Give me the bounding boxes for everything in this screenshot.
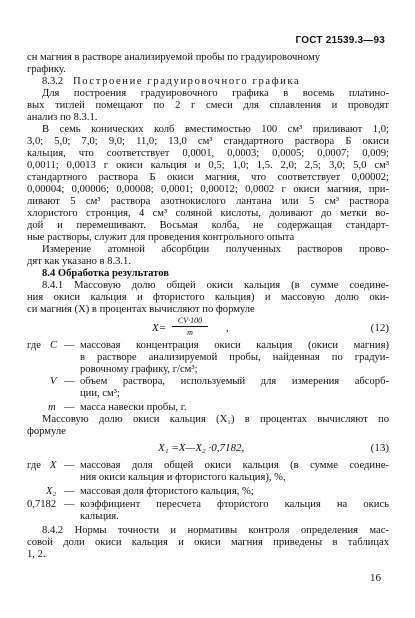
formula-12-lhs: X=	[152, 322, 167, 334]
text-line: ные растворы, служит для проведения контрольного опыта	[27, 232, 295, 243]
text-line: 8.4.1 Массовую долю общей окиси кальция (в сумме соедине-	[42, 280, 389, 291]
definition-line: ции, см³;	[80, 388, 120, 399]
equation-number-13: (13)	[370, 442, 389, 454]
text-line: 8.4.2 Нормы точности и нормативы контроля определения мас-	[42, 525, 389, 536]
page-number: 16	[370, 572, 381, 584]
text-line: 1, 2.	[27, 549, 46, 560]
symbol-V: V	[50, 376, 57, 387]
text-line: 0,0011; 0,0013 г окиси кальция и 0,5; 1,0; 1,5. 2,0; 2,5; 3,0; 5,0 см³	[27, 160, 389, 171]
formula-13: X₁ =X—X₂ ·0,7182,	[158, 442, 245, 454]
symbol-m: m	[48, 402, 56, 413]
dash: —	[64, 499, 75, 510]
text-line: ливают 5 см³ раствора азотнокислого лантана или 5 см³ раствора	[27, 196, 389, 207]
definition-line: коэффициент пересчета фтористого кальция на окись	[80, 499, 389, 510]
where-keyword: где	[27, 340, 41, 351]
text-line: кальция, что соответствует 0,0001, 0,0003; 0,0005; 0,0007; 0,009;	[27, 148, 389, 159]
dash: —	[64, 460, 75, 471]
text-line: анализ по 8.3.1.	[27, 112, 98, 123]
definition-line: массовая доля фтористого кальция, %;	[80, 486, 254, 497]
dash: —	[64, 402, 75, 413]
text-line: совой доли окиси кальция и окиси магния приведены в таблицах	[27, 537, 389, 548]
where-keyword: где	[27, 460, 41, 471]
text-line: Для построения градуировочного графика в восемь платино-	[42, 88, 389, 99]
text-line: сн магния в растворе анализируемой пробы по градуировочному	[27, 52, 321, 63]
standard-header: ГОСТ 21539.3—93	[295, 35, 385, 46]
formula-12-tail: ,	[226, 322, 229, 334]
text-line: В семь конических колб вместимостью 100 см³ приливают 1,0;	[42, 124, 389, 135]
definition-line: в растворе анализируемой пробы, найденная по градуи-	[80, 352, 389, 363]
definition-line: массовая доля общей окиси кальция (в сумме соедине-	[80, 460, 389, 471]
definition-line: кальция.	[80, 511, 119, 522]
section-number: 8.3.2	[42, 76, 64, 87]
text-line: Массовую долю окиси кальция (X₁) в процентах вычисляют по	[42, 414, 389, 425]
definition-line: ния окиси кальция и фтористого кальция), %,	[80, 472, 286, 483]
definition-line: массовая концентрация окиси кальция (окиси магния)	[80, 340, 389, 351]
symbol-X2: X₂	[46, 486, 57, 497]
coefficient-value: 0,7182	[27, 499, 57, 510]
definition-line: масса навески пробы, г.	[80, 402, 187, 413]
definition-line: объем раствора, используемый для измерения абсорб-	[80, 376, 389, 387]
fraction-bar	[172, 326, 208, 327]
symbol-C: C	[50, 340, 58, 351]
dash: —	[64, 486, 75, 497]
text-line: Измерение атомной абсорбции полученных растворов прово-	[42, 244, 389, 255]
dash: —	[64, 340, 75, 351]
formula-12-fraction	[172, 316, 208, 337]
dash: —	[64, 376, 75, 387]
equation-number-12: (12)	[370, 322, 389, 334]
symbol-X: X	[50, 460, 57, 471]
fraction-denominator: m	[187, 328, 193, 337]
text-line: си магния (X) в процентах вычисляют по формуле	[27, 304, 255, 315]
section-heading: 8.4 Обработка результатов	[42, 268, 169, 279]
text-line: 3,0; 5,0; 7,0; 9,0; 11,0; 13,0 см³ стандартного раствора Б окиси	[27, 136, 389, 147]
text-line: ния окиси кальция и фтористого кальция) и массовую долю оки-	[27, 292, 389, 303]
text-line: 0,00004; 0,00006; 0,00008; 0,0001; 0,00012; 0,0002 г окиси магния, при-	[27, 184, 389, 195]
text-line: дой и перемешивают. Восьмая колба, не содержащая стандарт-	[27, 220, 389, 231]
section-title: Построение градуировочного графика	[73, 76, 301, 87]
fraction-numerator: CV·100	[177, 316, 203, 325]
text-line: формуле	[27, 426, 66, 437]
text-line: стандартного раствора Б окиси магния, что соответствует 0,00002;	[27, 172, 389, 183]
text-line: вых тиглей помещают по 2 г смеси для сплавления и проводят	[27, 100, 389, 111]
text-line: графику.	[27, 64, 66, 75]
definition-line: ровочному графику, г/см³;	[80, 364, 198, 375]
text-line: дят как указано в 8.3.1.	[27, 256, 131, 267]
text-line: хлористого стронция, 4 см³ соляной кислоты, доливают до метки во-	[27, 208, 389, 219]
